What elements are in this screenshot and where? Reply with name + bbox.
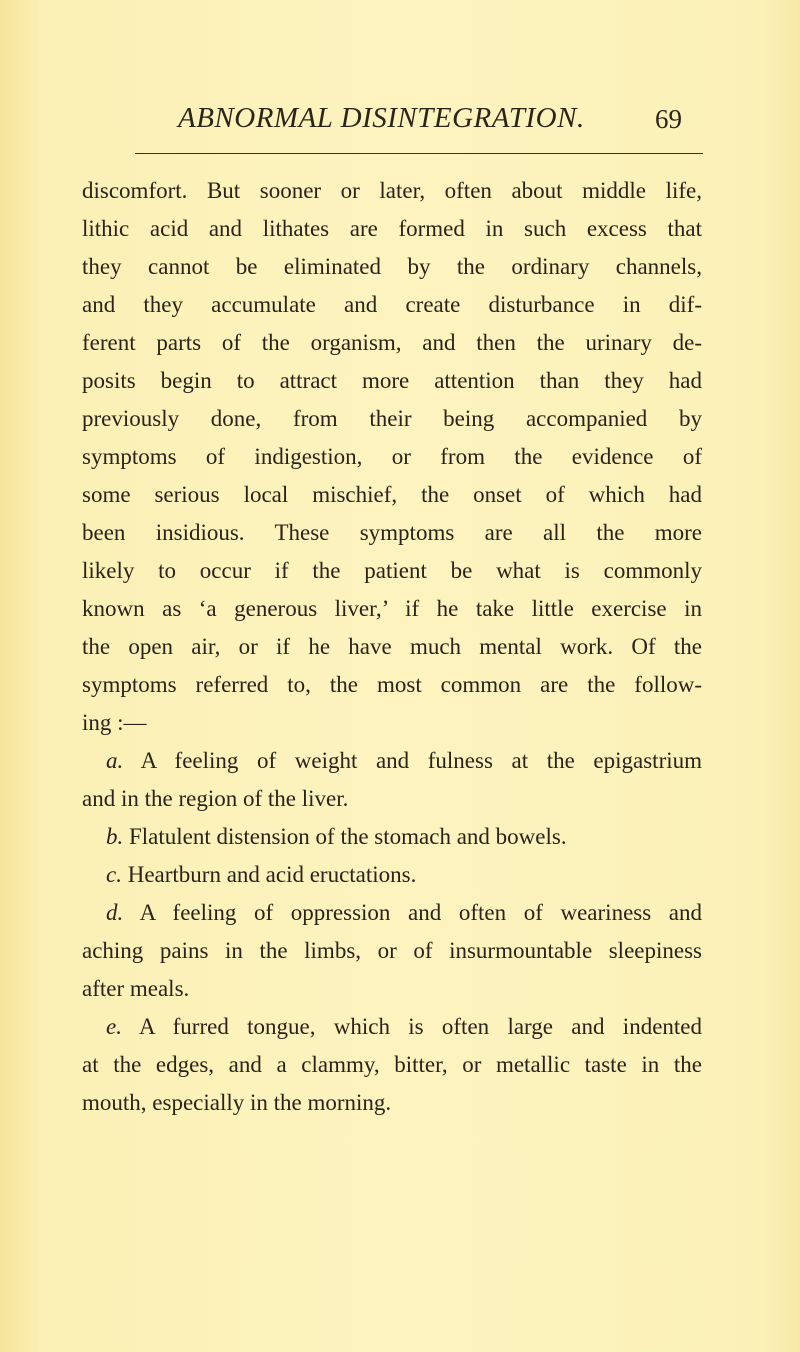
text-line: and in the region of the liver. [82, 786, 349, 811]
list-item-first-line [82, 894, 702, 932]
text-line: after meals. [82, 976, 190, 1001]
list-marker: c. [106, 862, 122, 887]
list-item-text: A feeling of weight and fulness at the epigastrium [140, 748, 703, 773]
text-line: ing :— [82, 710, 147, 735]
text-line: been insidious. These symptoms are all the more [82, 520, 702, 545]
list-item-first-line [82, 742, 702, 780]
list-item-text: Flatulent distension of the stomach and bowels. [129, 824, 567, 849]
paragraph [82, 172, 702, 742]
symptom-item-b [82, 818, 702, 856]
text-line: symptoms referred to, the most common are the follow- [82, 672, 702, 697]
text-line: lithic acid and lithates are formed in such excess that [82, 216, 702, 241]
text-line: some serious local mischief, the onset of which had [82, 482, 702, 507]
text-line: posits begin to attract more attention than they had [82, 368, 702, 393]
text-line: mouth, especially in the morning. [82, 1090, 392, 1115]
text-line: ferent parts of the organism, and then the urinary de- [82, 330, 702, 355]
running-head: ABNORMAL DISINTEGRATION. [178, 102, 585, 134]
list-marker: a. [106, 748, 124, 773]
symptom-item-d [82, 894, 702, 1008]
list-item-first-line [82, 856, 702, 894]
text-line: aching pains in the limbs, or of insurmountable sleepiness [82, 938, 702, 963]
symptom-item-a [82, 742, 702, 818]
list-marker: d. [106, 900, 124, 925]
text-line: at the edges, and a clammy, bitter, or metallic taste in the [82, 1052, 702, 1077]
text-line: and they accumulate and create disturbance in dif- [82, 292, 702, 317]
header-rule [135, 153, 703, 154]
list-item-first-line [82, 1008, 702, 1046]
list-item-text: Heartburn and acid eructations. [127, 862, 417, 887]
symptom-item-c [82, 856, 702, 894]
list-marker: b. [106, 824, 124, 849]
body-text [82, 172, 702, 1122]
text-line: likely to occur if the patient be what is commonly [82, 558, 702, 583]
list-item-text: A furred tongue, which is often large and indented [139, 1014, 703, 1039]
symptom-item-e [82, 1008, 702, 1122]
list-marker: e. [106, 1014, 122, 1039]
page-number: 69 [655, 104, 682, 134]
page-header [0, 102, 800, 142]
text-line: the open air, or if he have much mental work. Of the [82, 634, 702, 659]
list-item-text: A feeling of oppression and often of weariness and [139, 900, 702, 925]
list-item-first-line [82, 818, 702, 856]
text-line: discomfort. But sooner or later, often about middle life, [82, 178, 702, 203]
text-line: symptoms of indigestion, or from the evidence of [82, 444, 702, 469]
text-line: previously done, from their being accompanied by [82, 406, 702, 431]
text-line: they cannot be eliminated by the ordinary channels, [82, 254, 702, 279]
text-line: known as ‘a generous liver,’ if he take little exercise in [82, 596, 702, 621]
